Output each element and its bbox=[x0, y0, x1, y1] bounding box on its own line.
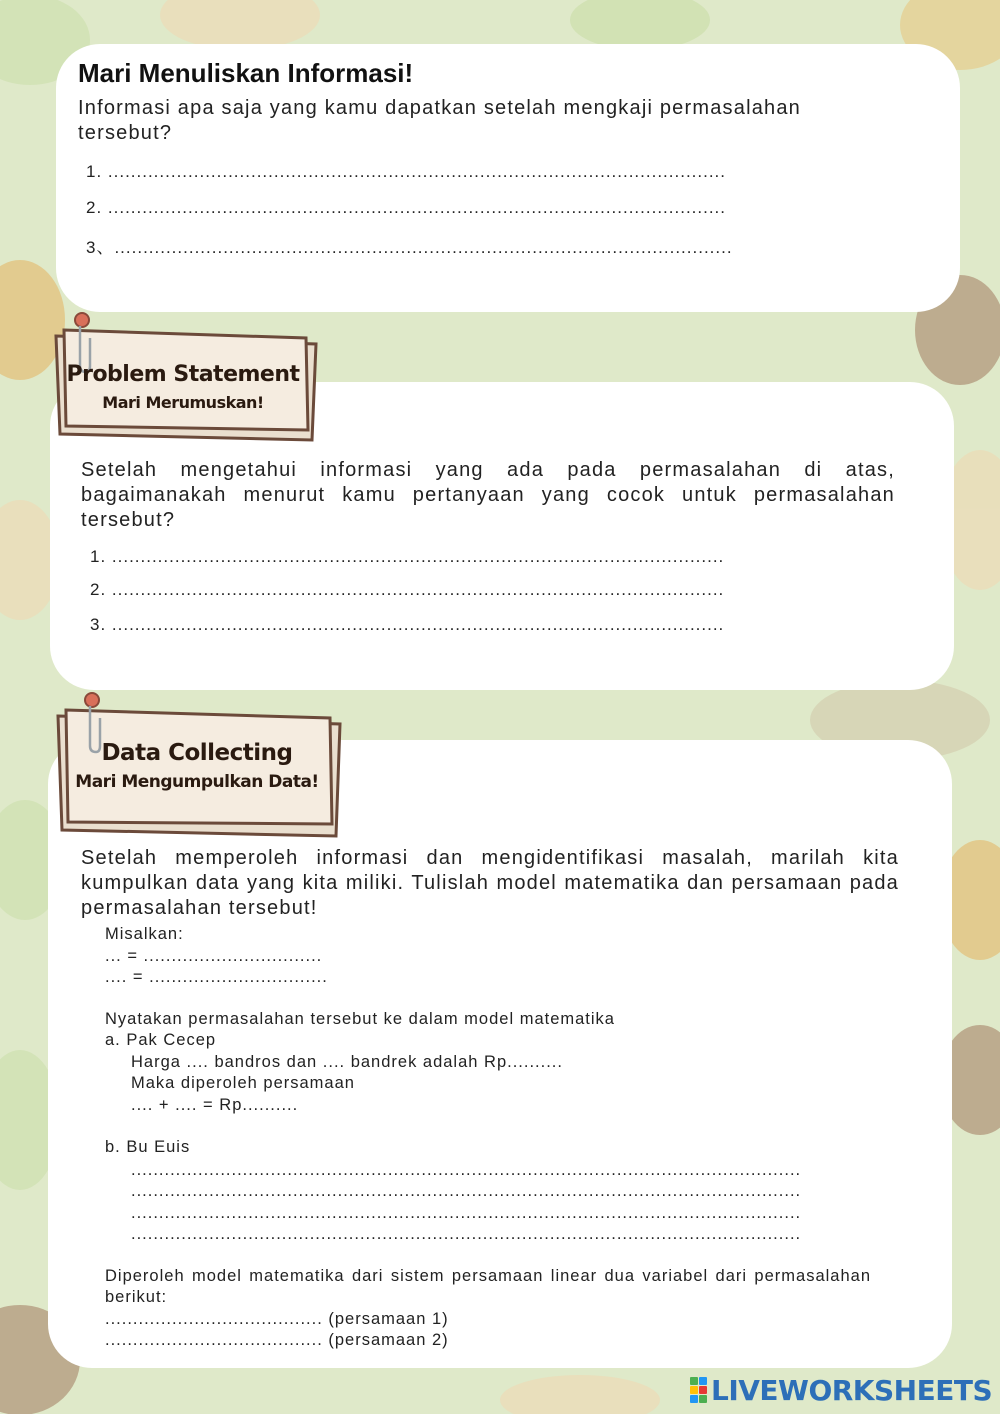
logo-mark-icon bbox=[690, 1377, 707, 1403]
data-collecting-tag bbox=[66, 740, 328, 792]
problem-statement-tag bbox=[64, 362, 302, 412]
tag-subtitle: Mari Mengumpulkan Data! bbox=[75, 772, 319, 792]
part-a-label: a. Pak Cecep bbox=[105, 1031, 217, 1049]
equation-1[interactable]: ....................................... (persamaan 1) bbox=[105, 1310, 449, 1328]
problem-line-2[interactable]: 2. ........................................................................................................... bbox=[90, 580, 725, 599]
part-a-line-1[interactable]: Harga .... bandros dan .... bandrek adalah Rp.......... bbox=[131, 1053, 563, 1071]
tag-title: Problem Statement bbox=[66, 362, 300, 387]
part-b-line-3[interactable]: ........................................................................................................................ bbox=[131, 1204, 802, 1222]
problem-line-1[interactable]: 1. ........................................................................................................... bbox=[90, 547, 725, 566]
variable-line-2[interactable]: .... = ................................ bbox=[105, 968, 328, 986]
answer-line-1[interactable]: 1. ............................................................................................................ bbox=[86, 162, 727, 181]
part-b-line-2[interactable]: ........................................................................................................................ bbox=[131, 1182, 802, 1200]
brand-name: LIVEWORKSHEETS bbox=[711, 1373, 993, 1407]
data-intro: Setelah memperoleh informasi dan mengidentifikasi masalah, marilah kita kumpulkan data yang kita miliki. Tulislah model matematika dan persamaan pada permasalahan tersebut! bbox=[81, 847, 899, 919]
part-b-line-4[interactable]: ........................................................................................................................ bbox=[131, 1225, 802, 1243]
liveworksheets-logo[interactable] bbox=[690, 1374, 992, 1406]
variable-line-1[interactable]: ... = ................................ bbox=[105, 947, 323, 965]
part-b-label: b. Bu Euis bbox=[105, 1138, 191, 1156]
info-question: Informasi apa saja yang kamu dapatkan setelah mengkaji permasalahan tersebut? bbox=[78, 97, 802, 144]
problem-line-3[interactable]: 3. ........................................................................................................... bbox=[90, 615, 725, 634]
part-a-line-2: Maka diperoleh persamaan bbox=[131, 1074, 355, 1092]
section-title: Mari Menuliskan Informasi! bbox=[78, 58, 414, 88]
model-instruction: Nyatakan permasalahan tersebut ke dalam model matematika bbox=[105, 1010, 615, 1028]
result-text: Diperoleh model matematika dari sistem persamaan linear dua variabel dari permasalahan berikut: bbox=[105, 1267, 871, 1306]
tag-title: Data Collecting bbox=[101, 740, 293, 766]
part-b-line-1[interactable]: ........................................................................................................................ bbox=[131, 1161, 802, 1179]
misalkan-label: Misalkan: bbox=[105, 925, 184, 943]
answer-line-2[interactable]: 2. ............................................................................................................ bbox=[86, 198, 727, 217]
equation-2[interactable]: ....................................... (persamaan 2) bbox=[105, 1331, 449, 1349]
tag-subtitle: Mari Merumuskan! bbox=[102, 393, 264, 412]
part-a-line-3[interactable]: .... + .... = Rp.......... bbox=[131, 1096, 299, 1114]
answer-line-3[interactable]: 3、............................................................................................................ bbox=[86, 238, 733, 257]
problem-question: Setelah mengetahui informasi yang ada pada permasalahan di atas, bagaimanakah menurut kamu pertanyaan yang cocok untuk permasalahan tersebut? bbox=[81, 459, 895, 531]
